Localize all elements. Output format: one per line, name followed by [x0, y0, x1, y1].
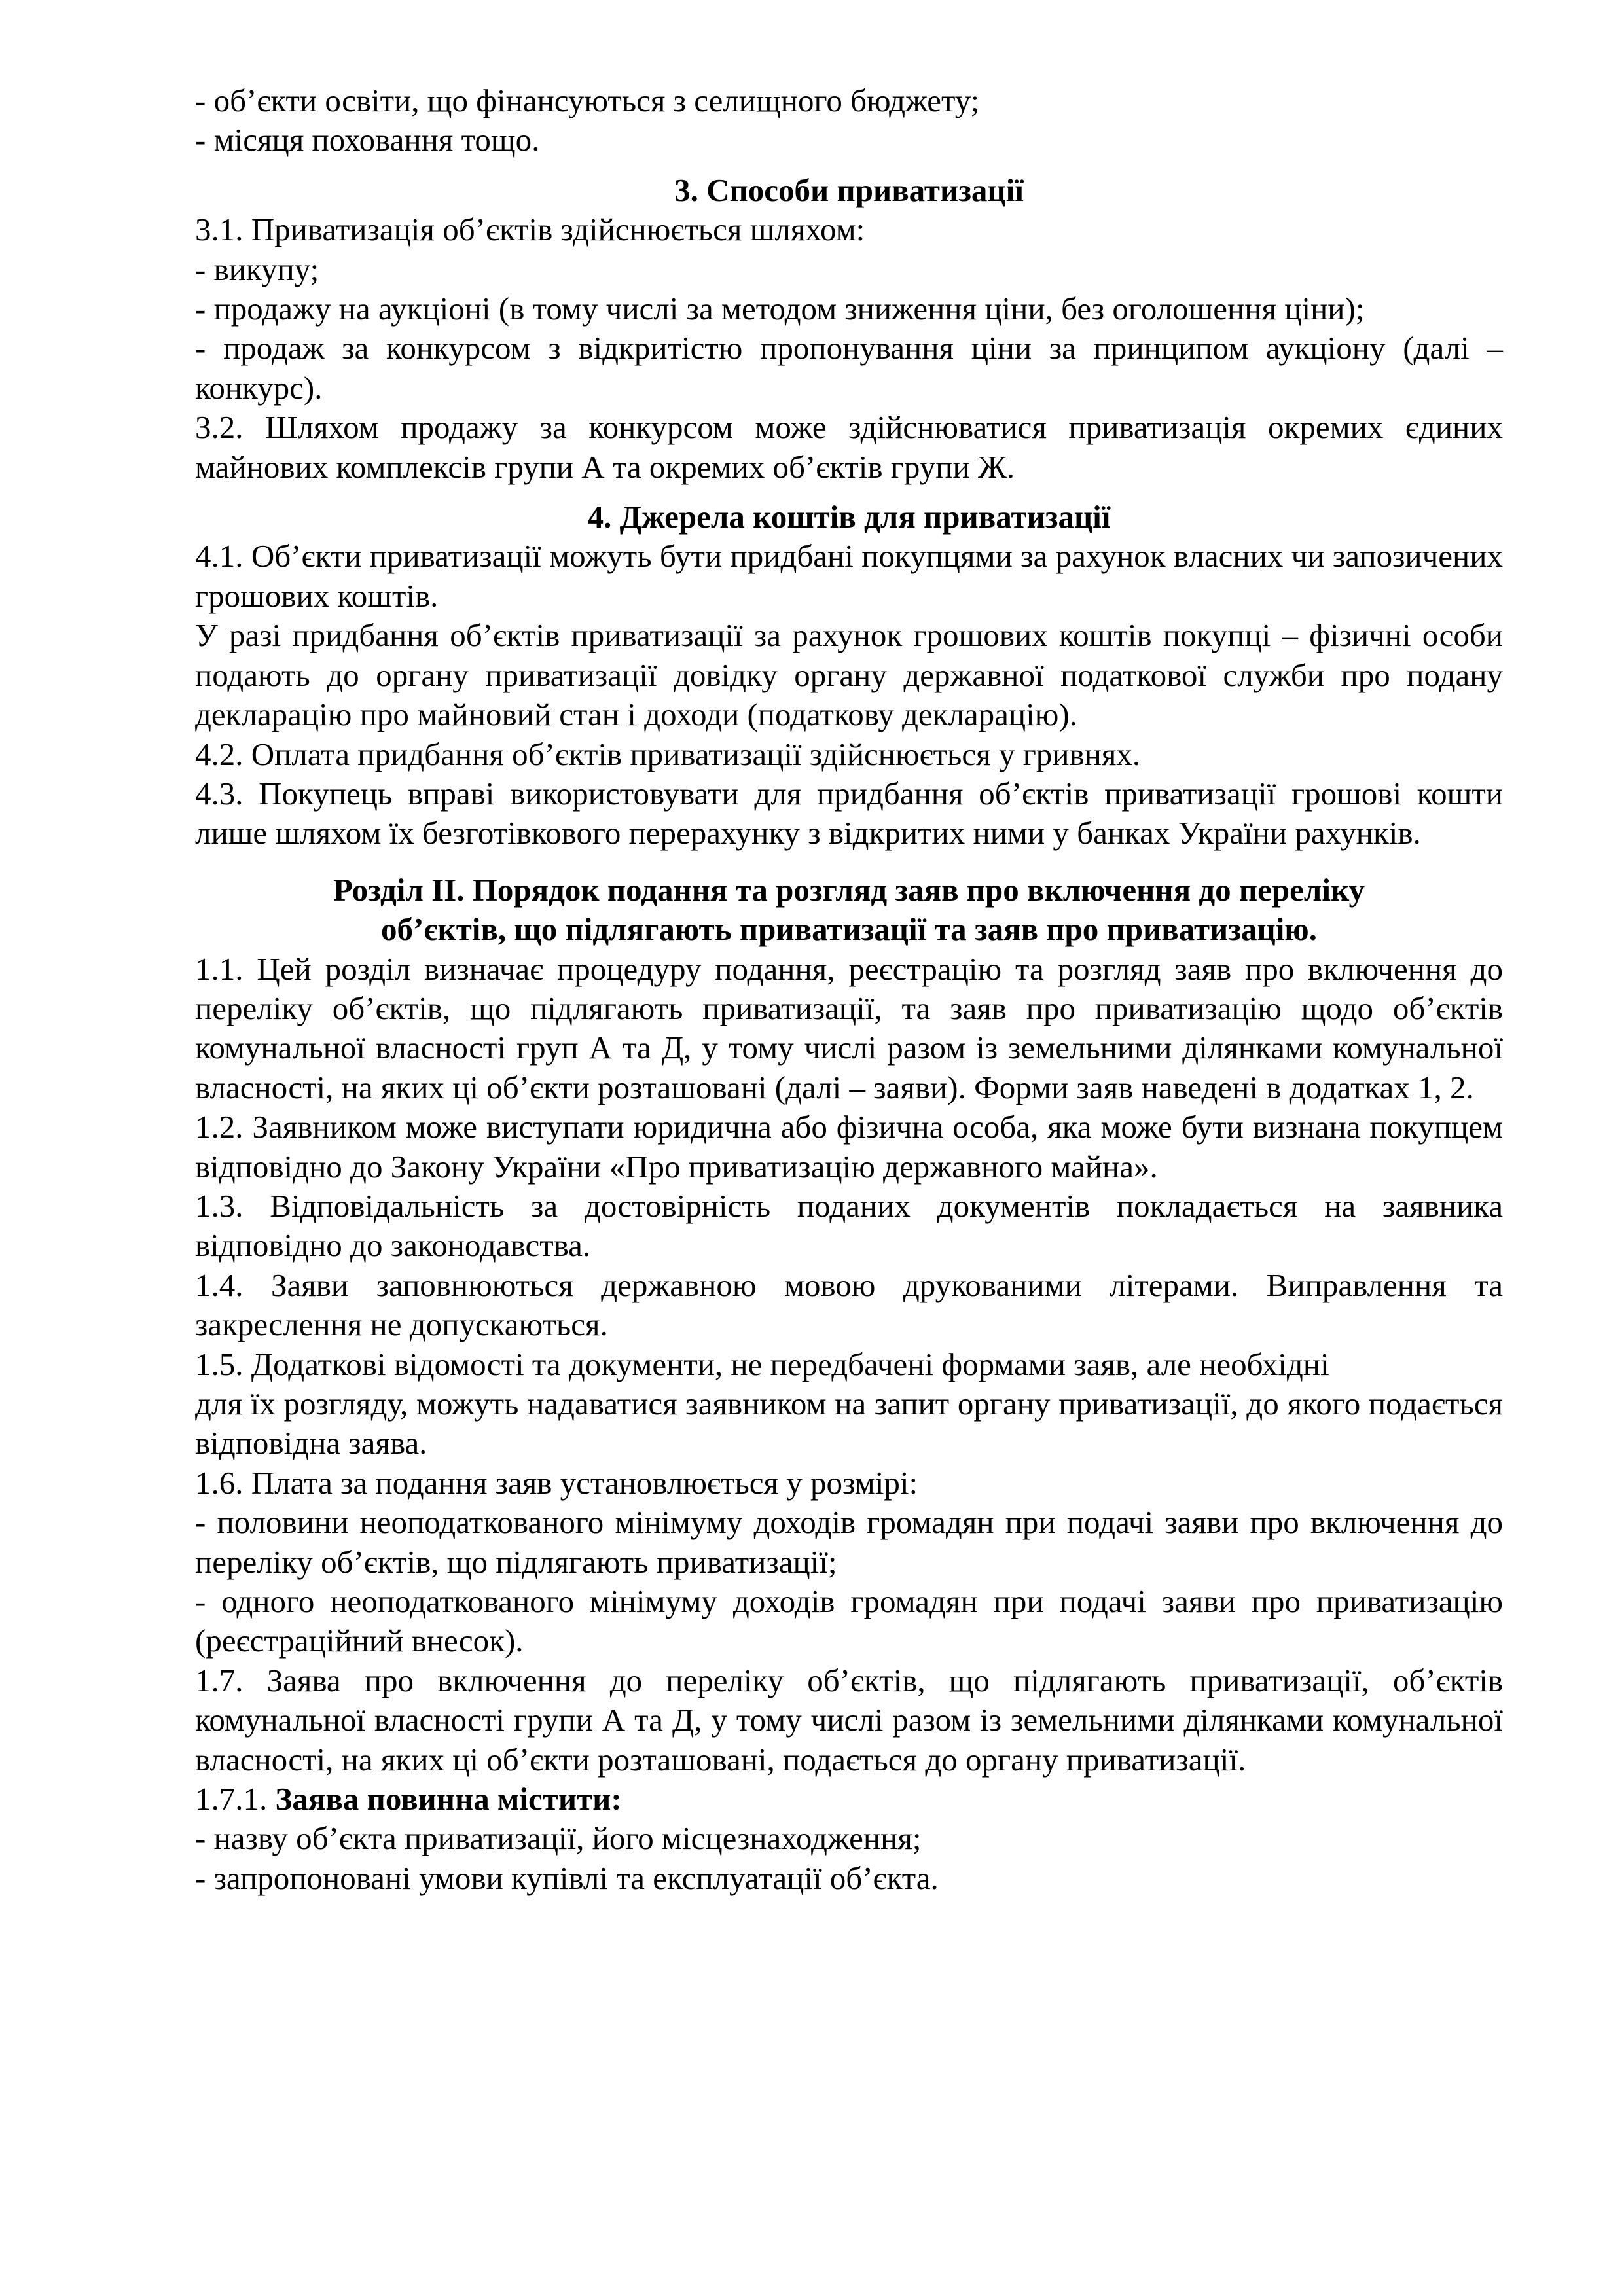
list-item: - продажу на аукціоні (в тому числі за методом зниження ціни, без оголошення ціни);: [195, 291, 1365, 327]
section-heading: Розділ ІІ. Порядок подання та розгляд заяв про включення до переліку: [333, 871, 1365, 908]
list-item: - назву об’єкта приватизації, його місцезнаходження;: [195, 1820, 922, 1857]
paragraph: для їх розгляду, можуть надаватися заявником на запит органу приватизації, до якого подається відповідна заява.: [195, 1386, 1503, 1462]
paragraph: [195, 1780, 1503, 1819]
paragraph: 3.1. Приватизація об’єктів здійснюється шляхом:: [195, 211, 865, 248]
list-item: - викупу;: [195, 251, 319, 287]
list-item: - продаж за конкурсом з відкритістю пропонування ціни за принципом аукціону (далі – конкурс).: [195, 330, 1503, 406]
paragraph: 1.1. Цей розділ визначає процедуру подання, реєстрацію та розгляд заяв про включення до переліку об’єктів, що підлягають приватизації, та заяв про приватизацію щодо об’єктів комунальної власності груп А та Д, у тому числі разом із земельними ділянками комунальної власності, на яких ці об’єкти розташовані (далі – заяви). Форми заяв наведені в додатках 1, 2.: [195, 950, 1503, 1105]
list-item: - об’єкти освіти, що фінансуються з селищного бюджету;: [195, 82, 980, 118]
paragraph: 1.5. Додаткові відомості та документи, не передбачені формами заяв, але необхідні: [195, 1346, 1329, 1382]
list-item: - одного неоподаткованого мінімуму доходів громадян при подачі заяви про приватизацію (реєстраційний внесок).: [195, 1583, 1503, 1659]
paragraph: 1.4. Заяви заповнюються державною мовою друкованими літерами. Виправлення та закреслення не допускаються.: [195, 1266, 1503, 1343]
list-item: - половини неоподаткованого мінімуму доходів громадян при подачі заяви про включення до переліку об’єктів, що підлягають приватизації;: [195, 1504, 1503, 1580]
paragraph: 4.3. Покупець вправі використовувати для придбання об’єктів приватизації грошові кошти лише шляхом їх безготівкового перерахунку з відкритих ними у банках України рахунків.: [195, 775, 1503, 852]
paragraph: 3.2. Шляхом продажу за конкурсом може здійснюватися приватизація окремих єдиних майнових комплексів групи А та окремих об’єктів групи Ж.: [195, 409, 1503, 485]
paragraph: 1.6. Плата за подання заяв установлюється у розмірі:: [195, 1464, 918, 1501]
list-item: - місяця поховання тощо.: [195, 122, 540, 158]
bold-lead: Заява повинна містити:: [275, 1781, 622, 1818]
paragraph: 4.2. Оплата придбання об’єктів приватизації здійснюється у гривнях.: [195, 736, 1141, 772]
section-heading: 3. Способи приватизації: [674, 171, 1024, 208]
paragraph: 1.2. Заявником може виступати юридична або фізична особа, яка може бути визнана покупцем відповідно до Закону України «Про приватизацію державного майна».: [195, 1109, 1503, 1185]
section-heading: об’єктів, що підлягають приватизації та заяв про приватизацію.: [380, 911, 1318, 948]
paragraph: 1.7. Заява про включення до переліку об’єктів, що підлягають приватизації, об’єктів комунальної власності групи А та Д, у тому числі разом із земельними ділянками комунальної власності, на яких ці об’єкти розташовані, подається до органу приватизації.: [195, 1662, 1503, 1778]
section-heading: 4. Джерела коштів для приватизації: [587, 499, 1111, 535]
paragraph: У разі придбання об’єктів приватизації за рахунок грошових коштів покупці – фізичні особи подають до органу приватизації довідку органу державної податкової служби про подану декларацію про майновий стан і доходи (податкову декларацію).: [195, 617, 1503, 733]
paragraph: 1.3. Відповідальність за достовірність поданих документів покладається на заявника відповідно до законодавства.: [195, 1187, 1503, 1264]
paragraph-number: 1.7.1.: [195, 1781, 276, 1818]
document-body: [195, 81, 1503, 1898]
list-item: - запропоновані умови купівлі та експлуатації об’єкта.: [195, 1859, 939, 1896]
paragraph: 4.1. Об’єкти приватизації можуть бути придбані покупцями за рахунок власних чи запозичених грошових коштів.: [195, 538, 1503, 614]
